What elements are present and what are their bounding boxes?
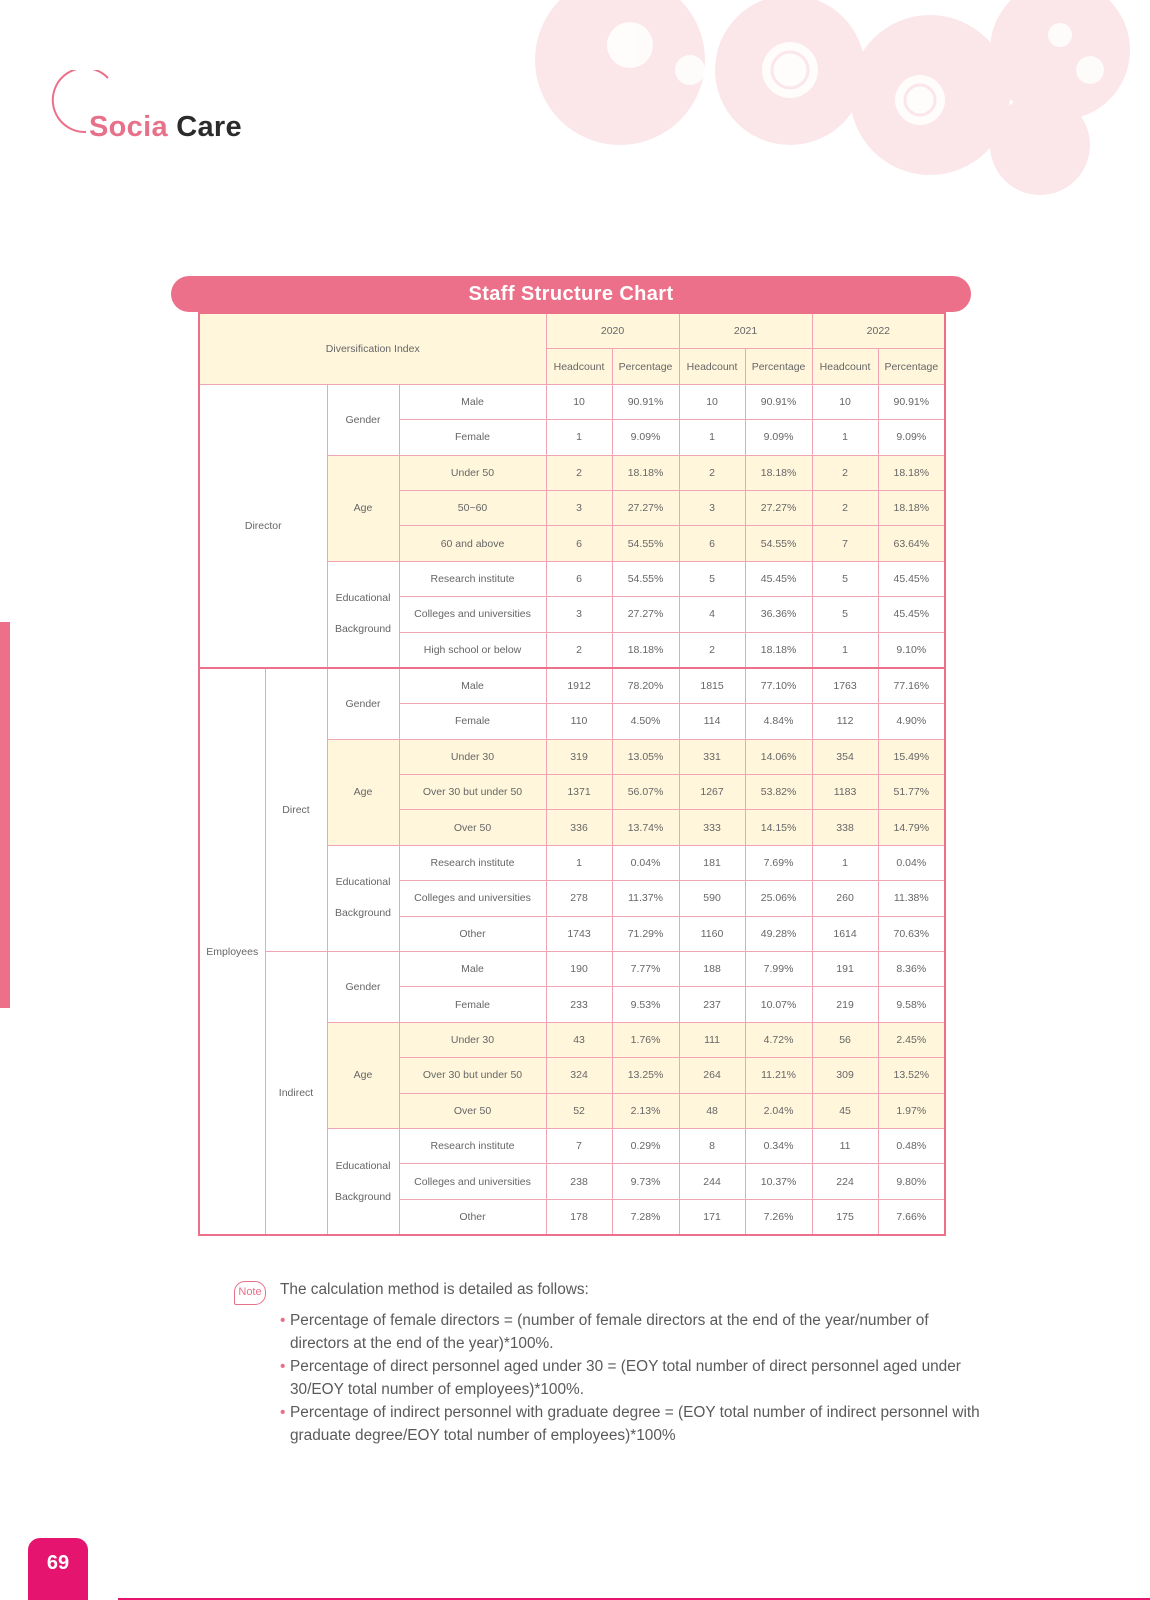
headcount-cell: 6 [546, 526, 612, 561]
row-label: 50~60 [399, 490, 546, 525]
percentage-cell: 9.53% [612, 987, 679, 1022]
headcount-cell: 331 [679, 739, 745, 774]
percentage-cell: 4.84% [745, 704, 812, 739]
percentage-cell: 0.34% [745, 1128, 812, 1163]
headcount-header: Headcount [546, 349, 612, 384]
headcount-cell: 3 [546, 490, 612, 525]
gears-decoration [500, 0, 1150, 210]
row-label: Research institute [399, 561, 546, 596]
category-age: Age [327, 739, 399, 845]
percentage-cell: 56.07% [612, 775, 679, 810]
note-badge: Note [234, 1281, 266, 1305]
percentage-cell: 14.15% [745, 810, 812, 845]
headcount-cell: 2 [679, 455, 745, 490]
percentage-cell: 2.13% [612, 1093, 679, 1128]
category-label-line: Educational [335, 1159, 391, 1172]
headcount-cell: 56 [812, 1022, 878, 1057]
percentage-cell: 27.27% [612, 597, 679, 632]
headcount-cell: 338 [812, 810, 878, 845]
percentage-cell: 18.18% [745, 632, 812, 668]
headcount-cell: 52 [546, 1093, 612, 1128]
percentage-cell: 77.10% [745, 668, 812, 704]
percentage-cell: 18.18% [745, 455, 812, 490]
table-row [199, 952, 945, 987]
row-label: Over 30 but under 50 [399, 1058, 546, 1093]
percentage-cell: 36.36% [745, 597, 812, 632]
percentage-cell: 45.45% [878, 597, 945, 632]
percentage-cell: 90.91% [612, 384, 679, 419]
headcount-cell: 114 [679, 704, 745, 739]
subgroup-direct: Direct [265, 668, 327, 952]
percentage-cell: 10.37% [745, 1164, 812, 1199]
bullet-icon: • [280, 1312, 286, 1329]
headcount-cell: 354 [812, 739, 878, 774]
row-label: Female [399, 704, 546, 739]
year-header: 2021 [679, 313, 812, 349]
headcount-cell: 110 [546, 704, 612, 739]
headcount-cell: 6 [679, 526, 745, 561]
percentage-cell: 18.18% [878, 455, 945, 490]
percentage-cell: 63.64% [878, 526, 945, 561]
headcount-cell: 237 [679, 987, 745, 1022]
percentage-header: Percentage [878, 349, 945, 384]
percentage-cell: 25.06% [745, 881, 812, 916]
headcount-cell: 1 [546, 845, 612, 880]
row-label: High school or below [399, 632, 546, 668]
percentage-cell: 54.55% [612, 561, 679, 596]
percentage-cell: 10.07% [745, 987, 812, 1022]
headcount-cell: 181 [679, 845, 745, 880]
headcount-cell: 10 [546, 384, 612, 419]
percentage-cell: 7.26% [745, 1199, 812, 1235]
percentage-cell: 54.55% [745, 526, 812, 561]
percentage-cell: 2.04% [745, 1093, 812, 1128]
percentage-cell: 18.18% [612, 632, 679, 668]
percentage-cell: 7.69% [745, 845, 812, 880]
percentage-cell: 45.45% [745, 561, 812, 596]
headcount-cell: 233 [546, 987, 612, 1022]
headcount-cell: 1 [679, 420, 745, 455]
percentage-cell: 78.20% [612, 668, 679, 704]
percentage-cell: 70.63% [878, 916, 945, 951]
category-educational-background [327, 845, 399, 951]
percentage-cell: 4.50% [612, 704, 679, 739]
headcount-cell: 171 [679, 1199, 745, 1235]
headcount-cell: 188 [679, 952, 745, 987]
category-age: Age [327, 455, 399, 561]
headcount-cell: 10 [679, 384, 745, 419]
headcount-cell: 6 [546, 561, 612, 596]
headcount-cell: 2 [812, 490, 878, 525]
headcount-cell: 1267 [679, 775, 745, 810]
row-label: Female [399, 420, 546, 455]
percentage-cell: 27.27% [612, 490, 679, 525]
headcount-cell: 4 [679, 597, 745, 632]
headcount-cell: 1614 [812, 916, 878, 951]
percentage-header: Percentage [745, 349, 812, 384]
percentage-cell: 15.49% [878, 739, 945, 774]
percentage-cell: 2.45% [878, 1022, 945, 1057]
row-label: Over 30 but under 50 [399, 775, 546, 810]
headcount-header: Headcount [812, 349, 878, 384]
headcount-cell: 224 [812, 1164, 878, 1199]
percentage-cell: 49.28% [745, 916, 812, 951]
headcount-cell: 175 [812, 1199, 878, 1235]
headcount-cell: 1815 [679, 668, 745, 704]
row-label: Research institute [399, 1128, 546, 1163]
row-label: Other [399, 916, 546, 951]
headcount-cell: 5 [812, 597, 878, 632]
percentage-cell: 0.04% [878, 845, 945, 880]
headcount-cell: 43 [546, 1022, 612, 1057]
staff-structure-table [198, 312, 946, 1236]
headcount-cell: 309 [812, 1058, 878, 1093]
headcount-cell: 5 [679, 561, 745, 596]
row-label: Under 30 [399, 739, 546, 774]
percentage-cell: 13.52% [878, 1058, 945, 1093]
side-accent-bar [0, 622, 10, 1008]
percentage-cell: 8.36% [878, 952, 945, 987]
headcount-cell: 2 [546, 632, 612, 668]
table-row [199, 668, 945, 704]
note-item-text: Percentage of direct personnel aged under 30 = (EOY total number of direct personnel aged under 30/EOY total number of employees)*100%. [290, 1358, 961, 1398]
headcount-cell: 111 [679, 1022, 745, 1057]
percentage-cell: 18.18% [878, 490, 945, 525]
headcount-cell: 1 [812, 420, 878, 455]
category-age: Age [327, 1022, 399, 1128]
headcount-cell: 590 [679, 881, 745, 916]
row-label: Under 30 [399, 1022, 546, 1057]
percentage-cell: 9.10% [878, 632, 945, 668]
headcount-cell: 219 [812, 987, 878, 1022]
row-label: Male [399, 384, 546, 419]
row-label: Female [399, 987, 546, 1022]
group-employees: Employees [199, 668, 265, 1235]
percentage-cell: 90.91% [745, 384, 812, 419]
percentage-cell: 13.74% [612, 810, 679, 845]
year-header: 2020 [546, 313, 679, 349]
headcount-cell: 1743 [546, 916, 612, 951]
headcount-cell: 7 [812, 526, 878, 561]
percentage-cell: 9.73% [612, 1164, 679, 1199]
percentage-cell: 1.76% [612, 1022, 679, 1057]
percentage-cell: 13.25% [612, 1058, 679, 1093]
row-label: Male [399, 668, 546, 704]
category-educational-background [327, 561, 399, 668]
percentage-cell: 9.09% [612, 420, 679, 455]
headcount-cell: 2 [679, 632, 745, 668]
page-number: 69 [28, 1538, 88, 1600]
brand-part-2: Care [176, 111, 242, 143]
table-title: Staff Structure Chart [171, 276, 971, 312]
row-label: Male [399, 952, 546, 987]
percentage-cell: 45.45% [878, 561, 945, 596]
headcount-cell: 336 [546, 810, 612, 845]
index-header: Diversification Index [199, 313, 546, 384]
brand-part-1: Socia [89, 111, 168, 143]
headcount-cell: 1912 [546, 668, 612, 704]
headcount-cell: 264 [679, 1058, 745, 1093]
category-label-line: Background [334, 907, 392, 920]
row-label: Other [399, 1199, 546, 1235]
percentage-cell: 27.27% [745, 490, 812, 525]
category-label-line: Educational [335, 876, 391, 889]
percentage-cell: 7.99% [745, 952, 812, 987]
percentage-cell: 4.90% [878, 704, 945, 739]
row-label: Colleges and universities [399, 597, 546, 632]
note-item [280, 1355, 980, 1401]
category-label-line: Background [334, 623, 392, 636]
row-label: Colleges and universities [399, 881, 546, 916]
note-item [280, 1401, 980, 1447]
percentage-cell: 54.55% [612, 526, 679, 561]
headcount-cell: 1 [812, 632, 878, 668]
headcount-cell: 244 [679, 1164, 745, 1199]
headcount-cell: 45 [812, 1093, 878, 1128]
category-label-line: Background [334, 1190, 392, 1203]
percentage-cell: 11.21% [745, 1058, 812, 1093]
brand-title [89, 111, 242, 144]
percentage-cell: 14.79% [878, 810, 945, 845]
headcount-cell: 178 [546, 1199, 612, 1235]
headcount-cell: 238 [546, 1164, 612, 1199]
percentage-cell: 9.09% [878, 420, 945, 455]
headcount-cell: 7 [546, 1128, 612, 1163]
percentage-cell: 18.18% [612, 455, 679, 490]
headcount-cell: 1371 [546, 775, 612, 810]
note-heading: The calculation method is detailed as follows: [280, 1281, 589, 1298]
headcount-cell: 1183 [812, 775, 878, 810]
headcount-cell: 333 [679, 810, 745, 845]
headcount-cell: 1160 [679, 916, 745, 951]
percentage-cell: 53.82% [745, 775, 812, 810]
percentage-cell: 11.37% [612, 881, 679, 916]
headcount-cell: 2 [546, 455, 612, 490]
row-label: Over 50 [399, 810, 546, 845]
percentage-cell: 4.72% [745, 1022, 812, 1057]
note-item [280, 1309, 980, 1355]
percentage-cell: 13.05% [612, 739, 679, 774]
percentage-cell: 7.66% [878, 1199, 945, 1235]
headcount-cell: 319 [546, 739, 612, 774]
percentage-cell: 51.77% [878, 775, 945, 810]
headcount-cell: 112 [812, 704, 878, 739]
percentage-cell: 11.38% [878, 881, 945, 916]
percentage-cell: 7.28% [612, 1199, 679, 1235]
row-label: Colleges and universities [399, 1164, 546, 1199]
headcount-header: Headcount [679, 349, 745, 384]
percentage-cell: 9.58% [878, 987, 945, 1022]
headcount-cell: 48 [679, 1093, 745, 1128]
percentage-cell: 71.29% [612, 916, 679, 951]
note-item-text: Percentage of indirect personnel with graduate degree = (EOY total number of indirect personnel with graduate degree/EOY total number of employees)*100% [290, 1404, 980, 1444]
headcount-cell: 260 [812, 881, 878, 916]
headcount-cell: 1763 [812, 668, 878, 704]
percentage-cell: 14.06% [745, 739, 812, 774]
headcount-cell: 8 [679, 1128, 745, 1163]
bullet-icon: • [280, 1404, 286, 1421]
headcount-cell: 11 [812, 1128, 878, 1163]
headcount-cell: 10 [812, 384, 878, 419]
headcount-cell: 278 [546, 881, 612, 916]
subgroup-indirect: Indirect [265, 952, 327, 1236]
headcount-cell: 1 [812, 845, 878, 880]
headcount-cell: 190 [546, 952, 612, 987]
percentage-cell: 77.16% [878, 668, 945, 704]
percentage-cell: 0.04% [612, 845, 679, 880]
headcount-cell: 3 [546, 597, 612, 632]
headcount-cell: 191 [812, 952, 878, 987]
percentage-cell: 9.09% [745, 420, 812, 455]
year-header: 2022 [812, 313, 945, 349]
group-director: Director [199, 384, 327, 668]
row-label: Research institute [399, 845, 546, 880]
percentage-cell: 7.77% [612, 952, 679, 987]
percentage-cell: 0.29% [612, 1128, 679, 1163]
percentage-cell: 1.97% [878, 1093, 945, 1128]
row-label: Under 50 [399, 455, 546, 490]
category-gender: Gender [327, 384, 399, 455]
percentage-cell: 9.80% [878, 1164, 945, 1199]
category-gender: Gender [327, 668, 399, 739]
note-item-text: Percentage of female directors = (number of female directors at the end of the year/number of directors at the end of the year)*100%. [290, 1312, 929, 1352]
table-row [199, 384, 945, 419]
note-list [280, 1309, 980, 1447]
row-label: 60 and above [399, 526, 546, 561]
bullet-icon: • [280, 1358, 286, 1375]
headcount-cell: 1 [546, 420, 612, 455]
category-label-line: Educational [335, 592, 391, 605]
headcount-cell: 3 [679, 490, 745, 525]
headcount-cell: 324 [546, 1058, 612, 1093]
percentage-cell: 90.91% [878, 384, 945, 419]
category-gender: Gender [327, 952, 399, 1023]
headcount-cell: 5 [812, 561, 878, 596]
percentage-cell: 0.48% [878, 1128, 945, 1163]
percentage-header: Percentage [612, 349, 679, 384]
headcount-cell: 2 [812, 455, 878, 490]
category-educational-background [327, 1128, 399, 1235]
row-label: Over 50 [399, 1093, 546, 1128]
